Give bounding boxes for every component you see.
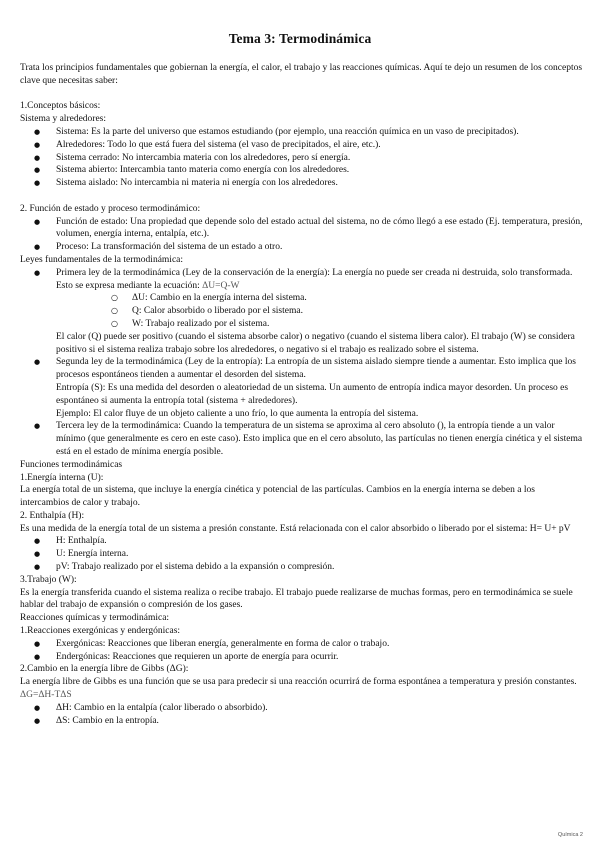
intro-paragraph: Trata los principios fundamentales que gobiernan la energía, el calor, el trabajo y las reacciones químicas. Aquí te dejo un resumen de los conceptos clave que necesitas saber: xyxy=(20,63,583,86)
second-law-text: ● Segunda ley de la termodinámica (Ley de la entropía): La entropía de un sistema aislado siempre tiende a aumentar. Esto implica que los procesos espontáneos tienden a aumentar el desorden del sistema. xyxy=(56,357,576,381)
bullet-list xyxy=(20,126,586,190)
gibbs-equation: ΔG=ΔH-TΔS xyxy=(20,690,72,701)
first-law-text: Primera ley de la termodinámica (Ley de la conservación de la energía): La energía no puede ser creada ni destruida, solo transformada. Esto se expresa mediante la ecuación: xyxy=(56,267,573,291)
subsection-heading: 3.Trabajo (W): xyxy=(20,574,77,585)
bullet-list xyxy=(20,638,586,664)
document-body xyxy=(20,62,586,727)
list-item: ● Sistema abierto: Intercambia tanto materia como energía con los alrededores. xyxy=(20,164,586,177)
entropy-example: Ejemplo: El calor fluye de un objeto caliente a uno frío, lo que aumenta la entropía del sistema. xyxy=(56,408,419,419)
paragraph: Es la energía transferida cuando el sistema realiza o recibe trabajo. El trabajo puede realizarse de muchas formas, pero en termodinámica se suele hablar del trabajo de expansión o compresión de los gases. xyxy=(20,587,573,611)
bullet-list xyxy=(20,267,586,459)
section-heading: Leyes fundamentales de la termodinámica: xyxy=(20,254,184,265)
list-item: ● Proceso: La transformación del sistema de un estado a otro. xyxy=(20,241,586,254)
sub-list xyxy=(56,292,586,330)
list-item: ● ΔH: Cambio en la entalpía (calor liberado o absorbido). xyxy=(20,702,586,715)
bullet-list xyxy=(20,535,586,573)
list-item xyxy=(20,356,586,420)
sub-list-item: ○ ΔU: Cambio en la energía interna del sistema. xyxy=(56,292,586,305)
section-heading: Funciones termodinámicas xyxy=(20,459,123,470)
gibbs-text: La energía libre de Gibbs es una función que se usa para predecir si una reacción ocurrirá de forma espontánea a temperatura y presión constantes. xyxy=(20,677,577,688)
section-subheading: Sistema y alrededores: xyxy=(20,114,107,125)
entropy-definition: Entropía (S): Es una medida del desorden o aleatoriedad de un sistema. Un aumento de entropía indica mayor desorden. Un proceso es espontáneo si aumenta la entropía total (sistema + alrededores). xyxy=(56,382,569,406)
list-item: ● Exergónicas: Reacciones que liberan energía, generalmente en forma de calor o trabajo. xyxy=(20,638,586,651)
list-item: ● Función de estado: Una propiedad que depende solo del estado actual del sistema, no de cómo llegó a ese estado (Ej. temperatura, presión, volumen, energía interna, entalpía, etc.). xyxy=(20,216,586,242)
section-heading: 1.Conceptos básicos: xyxy=(20,101,101,112)
list-item: ● Sistema aislado: No intercambia ni materia ni energía con los alrededores. xyxy=(20,177,586,190)
list-item: ● Tercera ley de la termodinámica: Cuando la temperatura de un sistema se aproxima al cero absoluto (), la entropía tiende a un valor mínimo (que generalmente es cero en este caso). Esto implica que en el cero absoluto, las partículas no tienen energía cinética y el sistema está en el estado de mínima energía posible. xyxy=(20,420,586,458)
subsection-heading: 2.Cambio en la energía libre de Gibbs (ΔG): xyxy=(20,664,189,675)
list-item: ● pV: Trabajo realizado por el sistema debido a la expansión o compresión. xyxy=(20,561,586,574)
sub-list-item: ○ Q: Calor absorbido o liberado por el sistema. xyxy=(56,305,586,318)
section-heading: 2. Función de estado y proceso termodinámico: xyxy=(20,203,201,214)
list-item: ● Sistema cerrado: No intercambia materia con los alrededores, pero sí energía. xyxy=(20,152,586,165)
page-footer: Química 2 xyxy=(557,832,583,838)
list-item: ● U: Energía interna. xyxy=(20,548,586,561)
paragraph: Es una medida de la energía total de un sistema a presión constante. Está relacionada con el calor absorbido o liberado por el sistema: H= U+ pV xyxy=(20,523,571,534)
bullet-list xyxy=(20,702,586,728)
list-item xyxy=(20,267,586,357)
list-item: ● Alrededores: Todo lo que está fuera del sistema (el vaso de precipitados, el aire, etc.). xyxy=(20,139,586,152)
subsection-heading: 1.Reacciones exergónicas y endergónicas: xyxy=(20,626,181,637)
list-item: ● ΔS: Cambio en la entropía. xyxy=(20,715,586,728)
first-law-equation: ΔU=Q-W xyxy=(202,280,240,291)
first-law-note: El calor (Q) puede ser positivo (cuando el sistema absorbe calor) o negativo (cuando el sistema libera calor). El trabajo (W) se considera positivo si el sistema realiza trabajo sobre los alrededores, o negativo si el trabajo es realizado sobre el sistema. xyxy=(56,331,575,355)
paragraph: La energía total de un sistema, que incluye la energía cinética y potencial de las partículas. Cambios en la energía interna se deben a los intercambios de calor y trabajo. xyxy=(20,485,535,509)
document-title: Tema 3: Termodinámica xyxy=(228,31,372,46)
paragraph xyxy=(20,676,586,702)
sub-list-item: ○ W: Trabajo realizado por el sistema. xyxy=(56,318,586,331)
subsection-heading: 2. Enthalpía (H): xyxy=(20,510,85,521)
subsection-heading: 1.Energía interna (U): xyxy=(20,472,104,483)
list-item: ● Sistema: Es la parte del universo que estamos estudiando (por ejemplo, una reacción química en un vaso de precipitados). xyxy=(20,126,586,139)
list-item: ● H: Enthalpía. xyxy=(20,535,586,548)
section-heading: Reacciones químicas y termodinámica: xyxy=(20,613,170,624)
bullet-list xyxy=(20,216,586,254)
list-item: ● Endergónicas: Reacciones que requieren un aporte de energía para ocurrir. xyxy=(20,651,586,664)
